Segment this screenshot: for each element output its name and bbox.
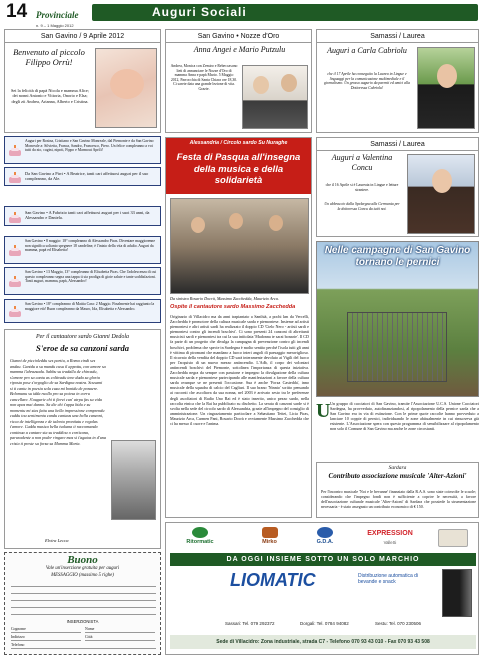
advertisement [165,522,479,655]
greeting-card [4,136,161,164]
easter-title: Festa di Pasqua all'insegna della musica e della solidarietà [166,148,311,194]
graduate2-title: Auguri a Valentina Concu [331,153,393,172]
easter-header: Alessandria / Circolo sardo Su Nuraghe [166,138,311,148]
graduate1-text: che il 17 Aprile ha conseguito la Laurea in Lingue e linguaggi per la comunicazione multimediale e il giornalismo. Un grosso augurio da parenti ed amici alla Dottoressa Cabriolu! [323,72,411,90]
contact-sestu: Sestu: Tel. 070 230506 [375,621,421,626]
vending-machine-image [442,569,472,617]
graduation-valentina [316,137,479,237]
newspaper-logo [36,5,86,28]
baby-photo [95,48,157,128]
greeting-card [4,236,161,264]
brand-icon [262,527,278,538]
greeting-text: San Gavino • 13 Maggio, 13° compleanno di Elisabetta Piras. Che l'adolescenza di cui questo compleanno segna una tappa ti sia prodiga di gioie salute e tante soddisfazioni. Tanti auguri, mamma, papà, Alessandro! [25,270,157,284]
easter-body: Originario di Villacidro ma da anni trapiantato a Santhià, a pochi km da Vercelli, Zacchedda è promotore della cultura musicale sarda e piemontese. Insieme ad artisti piemontesi e altri artisti sardi ha realizzato il doppio CD 'Cielo Nero - artisti sardi e piemontesi contro gli incendi boschivi'. Ci sono presenti 24 canzoni di altrettanti musicisti sardi e piemontesi tra cui la sua intitolata 'Madonna te sarai bonarie'. Il CD fa parte di un progetto che divulga la campagna di prevenzione contro gli incendi boschivi, problema che specie in Sardegna è molto sentito perché l'isola tutti gli anni è vittima di piromani che mandano a fuoco interi angoli di paesaggio meraviglioso. Il ricavato della vendita del doppio CD sarà interamente devoluto ai Vigili del fuoco per l'acquisto di un nuovo mezzo antincendio. L'Adb, il corpo dei volontari antincendi boschivi del Piemonte, sottolinea l'importanza di questa iniziativa. Zacchedda negra da sempre con passione e impegno la divulgazione della cultura musicale sarda e piemontese partecipando alle manifestazioni a favore della cultura sarda ovunque se ne presenti l'occasione. Sua è anche 'Forza Castedda', inno musicale della squadra di calcio del Cagliari. Il suo brano 'Ninnio' scritto pensando ai racconti che ascoltava da sua nonna, nel 2003 è arrivato sesto tra le preferenze degli ascoltatori di Radio Uno Rai ed è stato inserito, unico pezzo sardo, nella raccolta etnica che la Rai ha pubblicato su dischetto. La serata di canzoni sarde si è svolta nella sede del circolo sardo di Alessandria, grazie all'impegno del consiglio di amministrazione. Un ringraziamento particolare a Sebastiano Tettei, Licia Piras, Maurizio Arca, Carmen Pani, Rosario Docrà e ovviamente Massimo Zacchedda che ci ha messo il cuore e l'anima. [170,314,309,426]
poem-text: Gianni de piccioleddu ses partiu, a Roma cindi ses andau. Cantdu a su mundu cusu il appottu, con amore sa mamma l'abrazzadu. Sabbu su tradallu de chircadu, s'amore pro sa cantu as coltivadu tene duda sa gloria riposta pose s'orgoglio de sa Sardigna nostra. Scusami si ti cantu in poesia sola cuzu mi bonidu de ponaere. Bolomunu su idda ruolla pro sa poiesa in corru cancellare. S'augurie chi ti fierzi cun' atrpu fas su vida non apas mai danno. Sa die chi t'appa bidu e su momentu mi sias fattu una bella impressione comprendu cuddu tou sentimentu candu cantaus una bella canzoni, ricca de intelligenza e de talentu prontiatu e regalas t'amore. Cuddu musica bella isokana ti raccomanda continua a cantare sia su traddiou o corticana, paruradente a non poder ringare mas si t'agatas in d'una crisia ti preste sa forza sa Mamma Maria. [10,358,106,446]
brand-mirko: Mirko [262,539,277,545]
greeting-text: San Gavino • 18° compleanno di Mattia Cara: 2 Maggio. Finalmente hai raggiunto la maggiore età! Buon compleanno da Mauro, Ida, Elisabetta e Alessandro. [25,302,155,311]
poem-intro: Per il cantautore sardo Gianni Dedola [35,334,130,340]
section-bar [92,4,478,21]
field-nome[interactable]: Nome [85,627,155,633]
easter-article [165,137,312,518]
wedding-header: San Gavino • Nozze d'Oro [166,30,311,43]
brand-icon [438,529,468,547]
wedding-title: Anna Angei e Mario Putzulu [193,45,286,54]
donation-article [316,462,479,518]
greeting-text: Auguri per Rosina, Cristiano e San Gavino Monreale, dal Piemonte e da San Gavino Monreale a: Silvietta, Franca, Sandro, Francesco, Piero. Un felice compleanno a voi tutti da zio, cugini, nipoti, Fippo e Marmout Aprili! [25,139,154,153]
brand-logos [170,527,476,549]
sender-label: INSERZIONISTA [66,619,99,624]
coupon [4,552,161,655]
hunting-text: Un gruppo di cacciatori di San Gavino, tramite l'Associazione U.C.S. Unione Cacciatori Sardegna, ha provveduto, autofinanziandosi, al ripopolamento della pernice sarda che a San Gavino era in via di estinzione. Con le prime quote raccolte hanno provveduto a lanciare 10 coppie di pernici, individuando le zone abitualmente in cui rimuoveva già esistente. L'Associazione spera con questo programma di sensibilizzare al ripopolamento non solo il Comune di San Gavino ma anche le zone circostanti. [330,401,479,432]
graduate2-text: che il 16 Aprile si è Laureata in Lingue e letture straniere. [325,183,399,192]
hunting-title: Nelle campagne di San Gavino tornano le pernici [324,245,471,268]
coupon-title: Buono [67,554,98,566]
greeting-card [4,299,161,323]
poem-author: Elvira Lecca [45,538,69,543]
message-lines[interactable] [11,580,156,616]
ad-address: Sede di Villacidro: Zona industriale, strada C7 - Telefono 070 93 43 010 - Fax 070 93 43 508 [170,635,476,649]
wedding-announcement [165,29,312,133]
logo-text: Provinciale [36,10,79,20]
section-title: Auguri Sociali [152,5,247,19]
musicians-photo [170,198,309,294]
birth-announcement [4,29,161,133]
easter-subtitle: Ospite il cantautore sardo Massimo Zacchedda [170,304,296,310]
birth-header: San Gavino / 9 Aprile 2012 [5,30,160,43]
graduation-carla [316,29,479,133]
donation-title: Contributo associazione musicale 'Alter-Azioni' [328,472,467,480]
greeting-card [4,267,161,295]
singer-photo [111,440,156,520]
brand-gda: G.D.A. [316,539,334,545]
brand-ritormatic: Ritormatic [186,539,214,545]
page-number: 14 [6,1,28,22]
poem-title: S'eroe de sa canzoni sarda [35,343,130,353]
couple-photo [242,65,308,129]
poem-section [4,329,161,549]
contact-dorgali: Dorgali: Tel. 0784 94082 [300,621,349,626]
field-citta[interactable]: Città [85,635,155,641]
wedding-text: Andrea, Monica con Zemiro e Rebeccasono lieti di annunciare le Nozze d'Oro di mamma Anna e papà Mario. 5 Maggio 2012, Parrocchia di Santa Chiara ore 18,30. Ci sarete data una grande lezione di vita. Grazie. [170,64,238,91]
hunting-body [316,401,479,459]
contact-sassari: Sassari: Tel. 079 292372 [225,621,275,626]
greeting-card [4,206,161,226]
brand-icon [317,527,333,538]
partridge-photo [316,241,479,397]
greeting-card [4,167,161,186]
liomatic-logo: LIOMATIC [230,570,316,590]
brand-icon [192,527,208,538]
field-telefono[interactable]: Telefono [11,643,156,649]
valentina-photo [407,154,475,234]
issue-text: n. 9 – 1 Maggio 2012 [36,23,74,28]
brand-expression: EXPRESSION [367,530,413,537]
greeting-text: Da San Gavino a Pirri • A Beatrice, tanti cari affettuosi auguri per il suo compleanno, da Ale. [25,171,149,182]
brand-vallesi: ValleSi [383,540,397,545]
coupon-message-label: MESSAGGIO (massimo 5 righe) [51,573,114,578]
coupon-subtitle: Vale un'inserzione gratuita per auguri [45,566,120,571]
greetings-list [4,136,161,325]
field-cognome[interactable]: Cognome [11,627,81,633]
carla-photo [417,47,475,129]
easter-caption: Da sinistra Rosario Docrà, Massimo Zacchedda, Maurizio Arca. [170,296,279,301]
field-indirizzo[interactable]: Indirizzo [11,635,81,641]
graduate1-header: Samassi / Laurea [317,30,478,43]
greeting-text: San Gavino • 8 maggio: 18° compleanno di Alessandro Piras. Diventare maggiorenne non significa soltanto spegnere 18 candeline, è l'inizio della vita di adulto. Auguri da mamma, papà ed Elisabetta! [25,239,156,253]
masthead [0,0,482,27]
contacts-row [170,621,476,631]
birth-text: Sei la felicità di papà Nicola e mamma Alice; dei nonni Antonio e Vittoria, Onorio e Elsa; degli zii Andrea, Arianna, Alberto e Cristina. [10,88,90,104]
liomatic-tagline: Distribuzione automatica di bevande e snack [358,573,419,585]
graduate2-header: Samassi / Laurea [317,138,478,151]
birth-title: Benvenuto al piccolo Filippo Orrù! [13,47,85,67]
graduate2-wish: Un abbraccio dalla Spelargna alla Germania per la dottoressa Concu da tutti noi. [324,202,400,211]
greeting-text: San Gavino • A Fabrizio tanti cari affettuosi auguri per i suoi 33 anni, da Alessandro e Daniela. [25,210,150,221]
donation-header: Sardara [388,465,407,471]
donation-body: Per l'incontro musicale 'Noi e le bevanne' finanziato dalla R.A.S. sono state coinvolte le scuole; considerando che l'impegno fondi non è sufficiente a coprire le necessità, a favore dell'associazione culturale musicale 'Alter-Azioni' di Sardara che possiede la strumentazione necessaria - è stato assegnato un contributo economico di € 150. [321,490,476,509]
dropcap: U [316,400,331,422]
ad-banner: DA OGGI INSIEME SOTTO UN SOLO MARCHIO [170,553,476,566]
graduate1-title: Auguri a Carla Cabriolu [327,46,407,55]
